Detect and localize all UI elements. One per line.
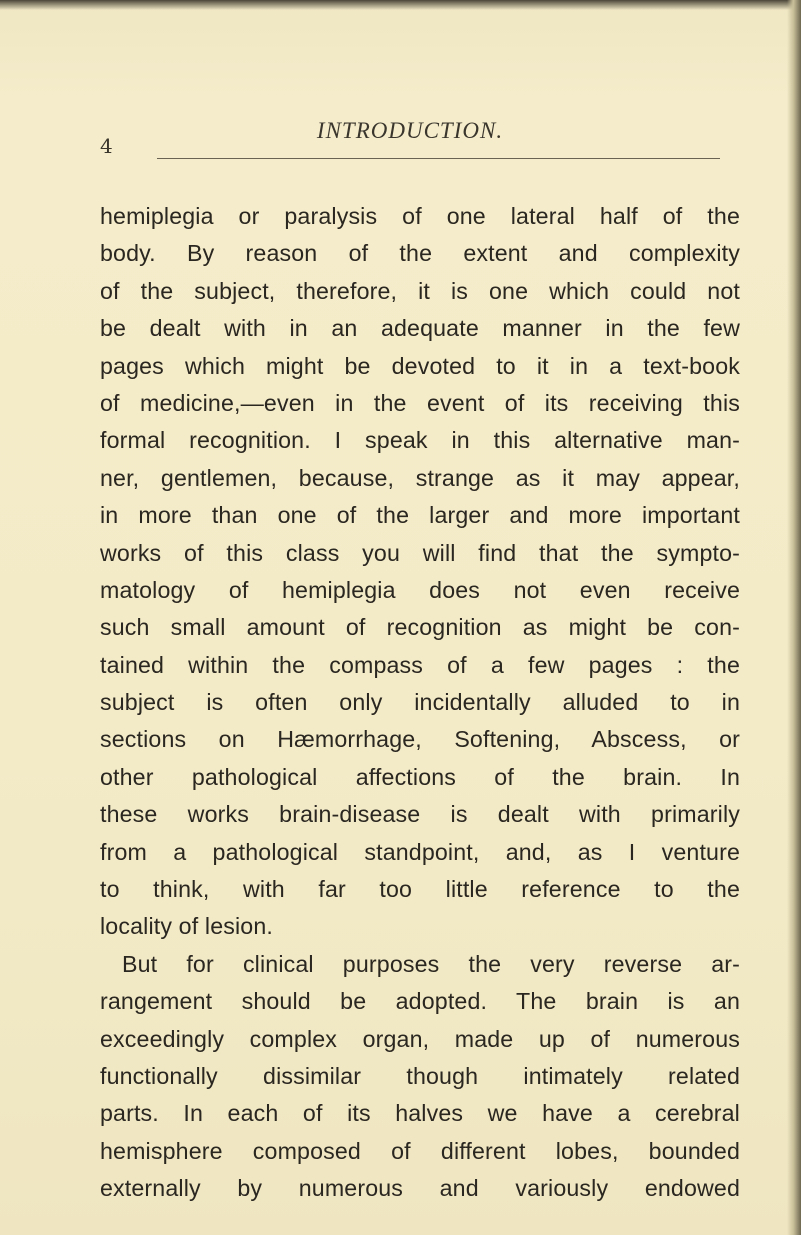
text-line: subject is often only incidentally alluded to in (100, 689, 740, 716)
text-line: of medicine,—even in the event of its receiving this (100, 389, 740, 416)
text-line: other pathological affections of the brain. In (100, 763, 740, 790)
text-line: of the subject, therefore, it is one which could not (100, 277, 740, 304)
text-line: rangement should be adopted. The brain is an (100, 988, 740, 1015)
text-line: hemisphere composed of different lobes, bounded (100, 1137, 740, 1164)
text-line: But for clinical purposes the very reverse ar- (122, 950, 740, 977)
text-line: locality of lesion. (100, 913, 273, 940)
page-right-edge-shadow (787, 0, 801, 1235)
page-header (100, 118, 720, 158)
header-rule (157, 158, 720, 159)
text-line: such small amount of recognition as might be con- (100, 614, 740, 641)
text-line: ner, gentlemen, because, strange as it may appear, (100, 464, 740, 491)
text-line: sections on Hæmorrhage, Softening, Abscess, or (100, 726, 740, 753)
body-text (100, 198, 740, 1208)
page-number: 4 (100, 134, 113, 158)
text-line: hemiplegia or paralysis of one lateral half of the (100, 203, 740, 229)
text-line: formal recognition. I speak in this alternative man- (100, 427, 740, 454)
text-line: these works brain-disease is dealt with primarily (100, 801, 740, 828)
text-line: to think, with far too little reference to the (100, 876, 740, 903)
text-line: parts. In each of its halves we have a cerebral (100, 1100, 740, 1127)
text-line: pages which might be devoted to it in a text-book (100, 352, 740, 379)
text-line: exceedingly complex organ, made up of numerous (100, 1025, 740, 1052)
text-line: in more than one of the larger and more important (100, 502, 740, 529)
text-line: functionally dissimilar though intimately related (100, 1062, 740, 1089)
text-line: tained within the compass of a few pages : the (100, 651, 740, 678)
text-line: externally by numerous and variously endowed (100, 1175, 740, 1202)
text-line: matology of hemiplegia does not even receive (100, 576, 740, 603)
text-line: body. By reason of the extent and complexity (100, 240, 740, 267)
page-top-edge-shadow (0, 0, 801, 10)
text-line: be dealt with in an adequate manner in the few (100, 315, 740, 342)
running-head: INTRODUCTION. (316, 118, 504, 143)
text-line: works of this class you will find that the sympto- (100, 539, 740, 566)
text-line: from a pathological standpoint, and, as I venture (100, 838, 740, 865)
